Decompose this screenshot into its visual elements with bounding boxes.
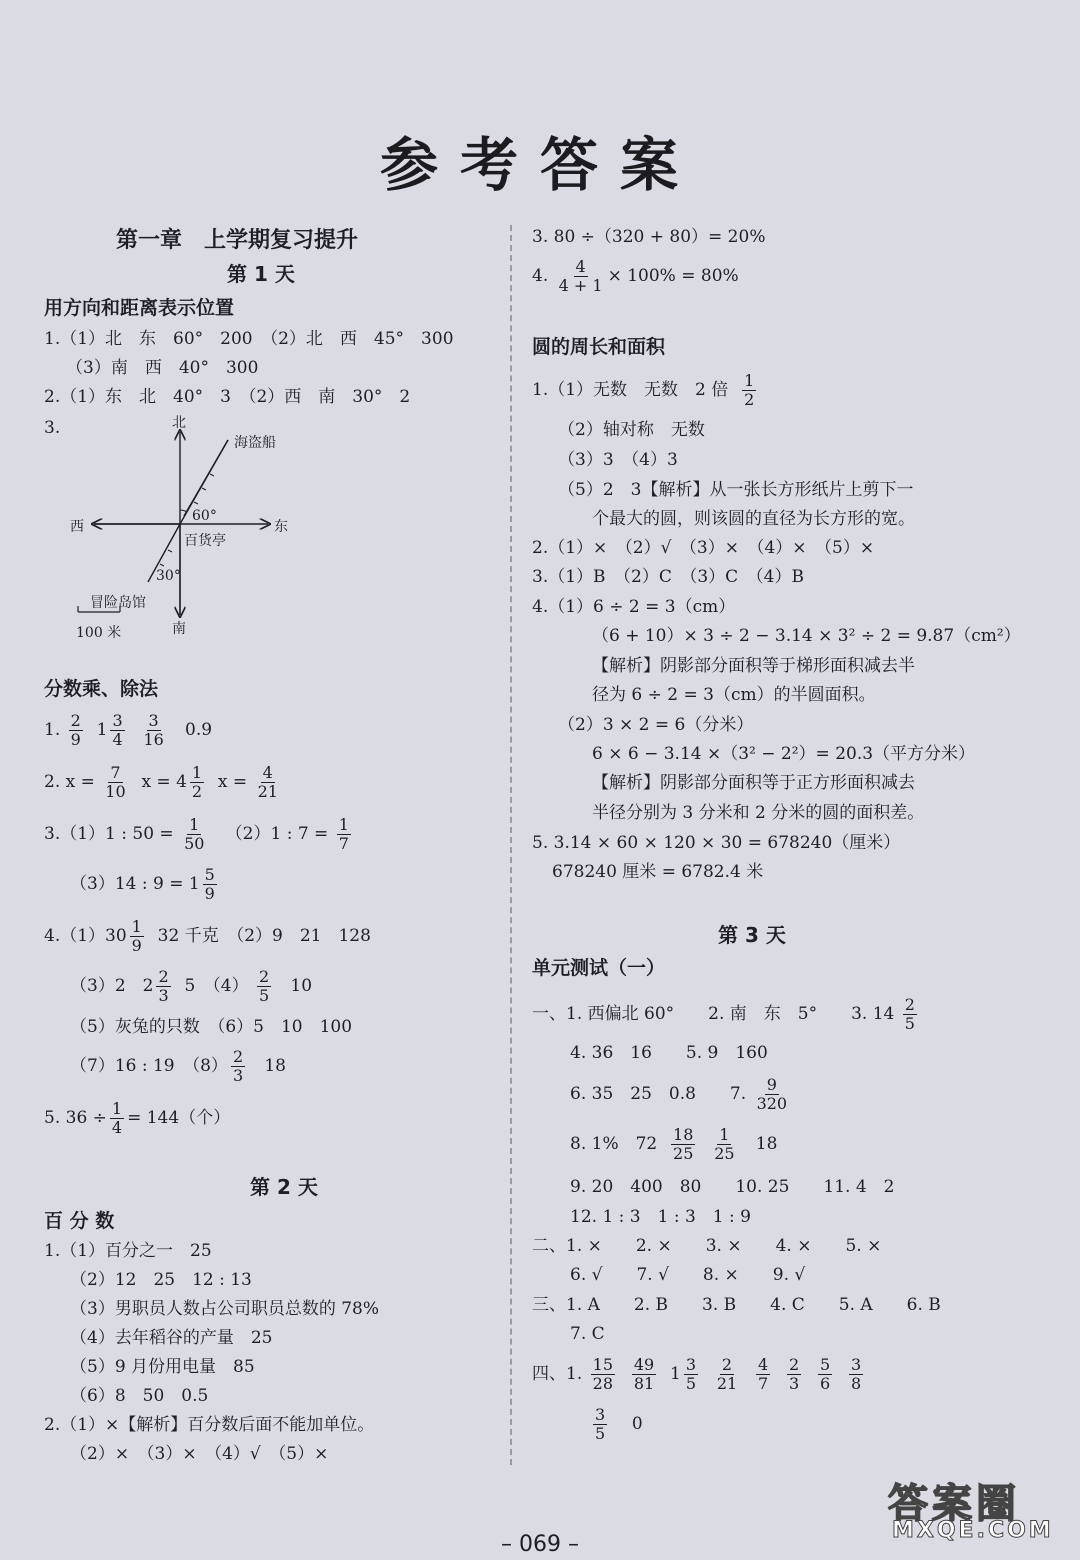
answer-text: 四、1.: [532, 1364, 583, 1384]
angle-arc-60: [180, 510, 187, 512]
whole-number: 1: [96, 720, 108, 740]
fraction: [231, 1048, 245, 1085]
fraction: [849, 1356, 863, 1393]
section-circle: 圆的周长和面积: [532, 336, 666, 358]
answer-text: 8. 1% 72: [570, 1134, 658, 1154]
answer-line: （3）男职员人数占公司职员总数的 78%: [70, 1299, 380, 1319]
numerator: 2: [70, 711, 81, 730]
west-label: 西: [70, 519, 84, 535]
answer-line: [70, 866, 220, 903]
answer-line: [532, 996, 920, 1033]
adventure-label: 冒险岛馆: [90, 595, 146, 611]
fraction: [256, 764, 280, 801]
answer-line: [532, 258, 739, 295]
numerator: 18: [673, 1125, 694, 1144]
fraction: [632, 1356, 656, 1393]
answer-text: 10: [290, 976, 313, 996]
denominator: 25: [673, 1144, 694, 1163]
tick-mark: [160, 564, 164, 566]
numerator: 2: [232, 1047, 244, 1066]
answer-line: 径为 6 ÷ 2 = 3（cm）的半圆面积。: [592, 685, 876, 705]
numerator: 2: [158, 967, 169, 986]
denominator: 9: [131, 936, 142, 955]
denominator: 5: [685, 1374, 696, 1393]
answer-text: 4.: [532, 266, 549, 286]
answer-line: 2.（1）×【解析】百分数后面不能加单位。: [44, 1415, 375, 1435]
answer-line: 【解析】阴影部分面积等于梯形面积减去半: [592, 656, 915, 676]
section-percent: 百 分 数: [44, 1210, 115, 1232]
answer-text: 5. 36 ÷: [44, 1108, 107, 1128]
denominator: 7: [338, 834, 349, 853]
answer-text: 0: [631, 1414, 643, 1434]
answer-line: [44, 816, 354, 853]
answer-text: （7）16 : 19 （8）: [70, 1056, 228, 1076]
answer-text: 2. x =: [44, 772, 95, 792]
fraction: [203, 866, 217, 903]
answer-line: 个最大的圆，则该圆的直径为长方形的宽。: [592, 509, 915, 529]
answer-text: = 144（个）: [127, 1108, 231, 1128]
answer-text: × 100% = 80%: [607, 266, 739, 286]
numerator: 1: [744, 371, 755, 390]
denominator: 5: [904, 1014, 915, 1033]
answer-line: 4. 36 16 5. 9 160: [570, 1043, 768, 1063]
answer-text: 4.（1）30: [44, 926, 127, 946]
answer-line: [532, 1356, 866, 1393]
answer-line: 二、1. × 2. × 3. × 4. × 5. ×: [532, 1236, 882, 1256]
answer-text: 18: [264, 1056, 286, 1076]
numerator: 4: [575, 257, 586, 276]
dept-store-label: 百货亭: [184, 533, 226, 549]
denominator: 8: [850, 1374, 862, 1393]
numerator: 3: [850, 1355, 862, 1374]
angle-60-label: 60°: [192, 508, 217, 524]
section-unit-test: 单元测试（一）: [532, 957, 666, 979]
whole-number: 1: [669, 1364, 681, 1384]
answer-line: [44, 764, 283, 801]
answer-line: 3. 80 ÷（320 + 80）= 20%: [532, 227, 766, 247]
answer-line: 3.（1）B （2）C （3）C （4）B: [532, 567, 804, 587]
pirate-ship-label: 海盗船: [234, 435, 276, 451]
answer-text: 32 千克 （2）9 21 128: [157, 926, 371, 946]
scale-label: 100 米: [76, 625, 122, 641]
answer-line: （4）去年稻谷的产量 25: [70, 1328, 273, 1348]
fraction: [787, 1356, 801, 1393]
denominator: 6: [819, 1374, 831, 1393]
answer-line: [590, 1406, 643, 1443]
denominator: 25: [714, 1144, 735, 1163]
question-number: 3.: [44, 418, 61, 438]
numerator: 5: [819, 1355, 831, 1374]
answer-line: （2）3 × 2 = 6（分米）: [558, 715, 754, 735]
numerator: 5: [204, 865, 215, 884]
numerator: 7: [110, 763, 121, 782]
answer-line: 三、1. A 2. B 3. B 4. C 5. A 6. B: [532, 1295, 941, 1315]
answer-line: [70, 1048, 286, 1085]
answer-text: 6. 35 25 0.8 7.: [570, 1084, 747, 1104]
page-number: – 069 –: [501, 1532, 579, 1557]
south-label: 南: [172, 621, 186, 637]
fraction: [190, 764, 204, 801]
numerator: 2: [721, 1355, 733, 1374]
answer-text: 一、1. 西偏北 60° 2. 南 东 5° 3. 14: [532, 1004, 895, 1024]
numerator: 3: [148, 711, 159, 730]
answer-line: （3）3 （4）3: [558, 450, 678, 470]
fraction: [591, 1356, 615, 1393]
denominator: 5: [259, 986, 270, 1005]
tick-mark: [210, 474, 214, 476]
day2-heading: 第 2 天: [250, 1175, 318, 1199]
answer-line: （2）轴对称 无数: [558, 420, 705, 440]
fraction: [156, 968, 170, 1005]
denominator: 21: [716, 1374, 738, 1393]
answer-line: （3）南 西 40° 300: [66, 358, 259, 378]
numerator: 1: [338, 815, 349, 834]
denominator: 4: [112, 730, 123, 749]
answer-line: 4.（1）6 ÷ 2 = 3（cm）: [532, 597, 736, 617]
answer-line: [570, 1126, 777, 1163]
answer-line: 【解析】阴影部分面积等于正方形面积减去: [592, 773, 915, 793]
fraction: [593, 1406, 607, 1443]
section-fraction: 分数乘、除法: [44, 678, 159, 700]
answer-text: x = 4: [141, 772, 187, 792]
answer-text: （3）14 : 9 = 1: [70, 874, 200, 894]
denominator: 4 + 1: [558, 276, 603, 295]
answer-line: [70, 968, 312, 1005]
fraction: [712, 1126, 736, 1163]
answer-line: 2.（1）东 北 40° 3 （2）西 南 30° 2: [44, 387, 411, 407]
denominator: 3: [232, 1066, 244, 1085]
answer-text: （3）2 2: [70, 976, 154, 996]
answer-text: 3.（1）1 : 50 =: [44, 824, 174, 844]
fraction: [756, 1356, 770, 1393]
tick-mark: [168, 550, 172, 552]
denominator: 3: [158, 986, 169, 1005]
fraction: [903, 996, 917, 1033]
fraction: [110, 712, 124, 749]
numerator: 2: [259, 967, 270, 986]
denominator: 7: [757, 1374, 769, 1393]
numerator: 1: [191, 763, 203, 782]
watermark-logo: [888, 1472, 1058, 1548]
fraction: [684, 1356, 698, 1393]
tick-mark: [202, 488, 206, 490]
angle-30-label: 30°: [156, 568, 181, 584]
answer-line: 678240 厘米 = 6782.4 米: [552, 862, 764, 882]
answer-line: 12. 1 : 3 1 : 3 1 : 9: [570, 1207, 751, 1227]
chapter-heading: 第一章 上学期复习提升: [116, 228, 359, 253]
ship-ray-2: [184, 440, 228, 516]
answer-line: [532, 372, 759, 409]
denominator: 28: [592, 1374, 613, 1393]
answer-line: 2.（1）× （2）√ （3）× （4）× （5）×: [532, 538, 875, 558]
numerator: 1: [719, 1125, 730, 1144]
answer-line: （5）灰兔的只数 （6）5 10 100: [70, 1017, 353, 1037]
fraction: [130, 918, 144, 955]
fraction: [257, 968, 271, 1005]
answer-text: 18: [755, 1134, 778, 1154]
denominator: 5: [595, 1424, 606, 1443]
answer-line: 1.（1）百分之一 25: [44, 1241, 212, 1261]
answer-text: 0.9: [185, 720, 213, 740]
answer-line: 5. 3.14 × 60 × 120 × 30 = 678240（厘米）: [532, 833, 901, 853]
fraction: [755, 1076, 790, 1113]
fraction: [69, 712, 83, 749]
fraction: [141, 712, 165, 749]
answer-text: 5 （4）: [184, 976, 249, 996]
denominator: 4: [111, 1118, 123, 1137]
fraction: [337, 816, 351, 853]
numerator: 1: [189, 815, 200, 834]
numerator: 9: [766, 1075, 777, 1094]
numerator: 2: [788, 1355, 800, 1374]
direction-diagram: [44, 410, 344, 650]
answer-line: 6 × 6 − 3.14 ×（3² − 2²）= 20.3（平方分米）: [592, 744, 976, 764]
column-divider: [510, 225, 512, 1465]
numerator: 1: [111, 1099, 123, 1118]
answer-line: 1.（1）北 东 60° 200 （2）北 西 45° 300: [44, 329, 454, 349]
answer-text: （2）1 : 7 =: [225, 824, 329, 844]
numerator: 4: [757, 1355, 769, 1374]
answer-text: 1.（1）无数 无数 2 倍: [532, 380, 729, 400]
numerator: 4: [262, 763, 273, 782]
day3-heading: 第 3 天: [718, 923, 786, 947]
answer-line: [44, 712, 212, 749]
denominator: 2: [191, 782, 203, 801]
answer-text: 1.: [44, 720, 61, 740]
denominator: 2: [744, 390, 755, 409]
answer-line: （5）2 3【解析】从一张长方形纸片上剪下一: [558, 480, 914, 500]
watermark-text: 答案圈: [888, 1481, 1020, 1527]
answer-line: （6 + 10）× 3 ÷ 2 − 3.14 × 3² ÷ 2 = 9.87（cm²）: [592, 626, 1021, 646]
numerator: 3: [595, 1405, 606, 1424]
numerator: 2: [904, 995, 915, 1014]
answer-line: （2）× （3）× （4）√ （5）×: [70, 1444, 329, 1464]
answer-line: [570, 1076, 792, 1113]
fraction: [742, 372, 756, 409]
denominator: 9: [204, 884, 215, 903]
page-title: 参考答案: [379, 131, 700, 199]
answer-line: （5）9 月份用电量 85: [70, 1357, 255, 1377]
answer-line: 6. √ 7. √ 8. × 9. √: [570, 1265, 806, 1285]
numerator: 15: [592, 1355, 613, 1374]
day1-heading: 第 1 天: [227, 262, 295, 286]
answer-line: 7. C: [570, 1324, 605, 1344]
numerator: 1: [131, 917, 142, 936]
numerator: 49: [633, 1355, 655, 1374]
section-direction: 用方向和距离表示位置: [44, 297, 235, 319]
answer-line: 9. 20 400 80 10. 25 11. 4 2: [570, 1177, 895, 1197]
east-label: 东: [274, 519, 288, 535]
fraction: [103, 764, 127, 801]
tick-mark: [194, 502, 198, 504]
denominator: 50: [184, 834, 205, 853]
answer-text: x =: [217, 772, 248, 792]
denominator: 10: [105, 782, 126, 801]
fraction: [818, 1356, 832, 1393]
denominator: 81: [633, 1374, 655, 1393]
denominator: 9: [70, 730, 81, 749]
fraction: [715, 1356, 739, 1393]
fraction: [110, 1100, 124, 1137]
north-label: 北: [172, 415, 186, 431]
denominator: 320: [756, 1094, 788, 1113]
answer-line: （2）12 25 12 : 13: [70, 1270, 252, 1290]
denominator: 21: [257, 782, 278, 801]
numerator: 3: [685, 1355, 696, 1374]
answer-line: [44, 1100, 230, 1137]
answer-line: [44, 918, 371, 955]
watermark-url: MXQE.COM: [892, 1518, 1054, 1543]
denominator: 3: [788, 1374, 800, 1393]
fraction: [557, 258, 605, 295]
fraction: [182, 816, 206, 853]
fraction: [671, 1126, 695, 1163]
answer-line: 半径分别为 3 分米和 2 分米的圆的面积差。: [592, 803, 925, 823]
denominator: 16: [143, 730, 164, 749]
answer-line: （6）8 50 0.5: [70, 1386, 209, 1406]
numerator: 3: [112, 711, 123, 730]
